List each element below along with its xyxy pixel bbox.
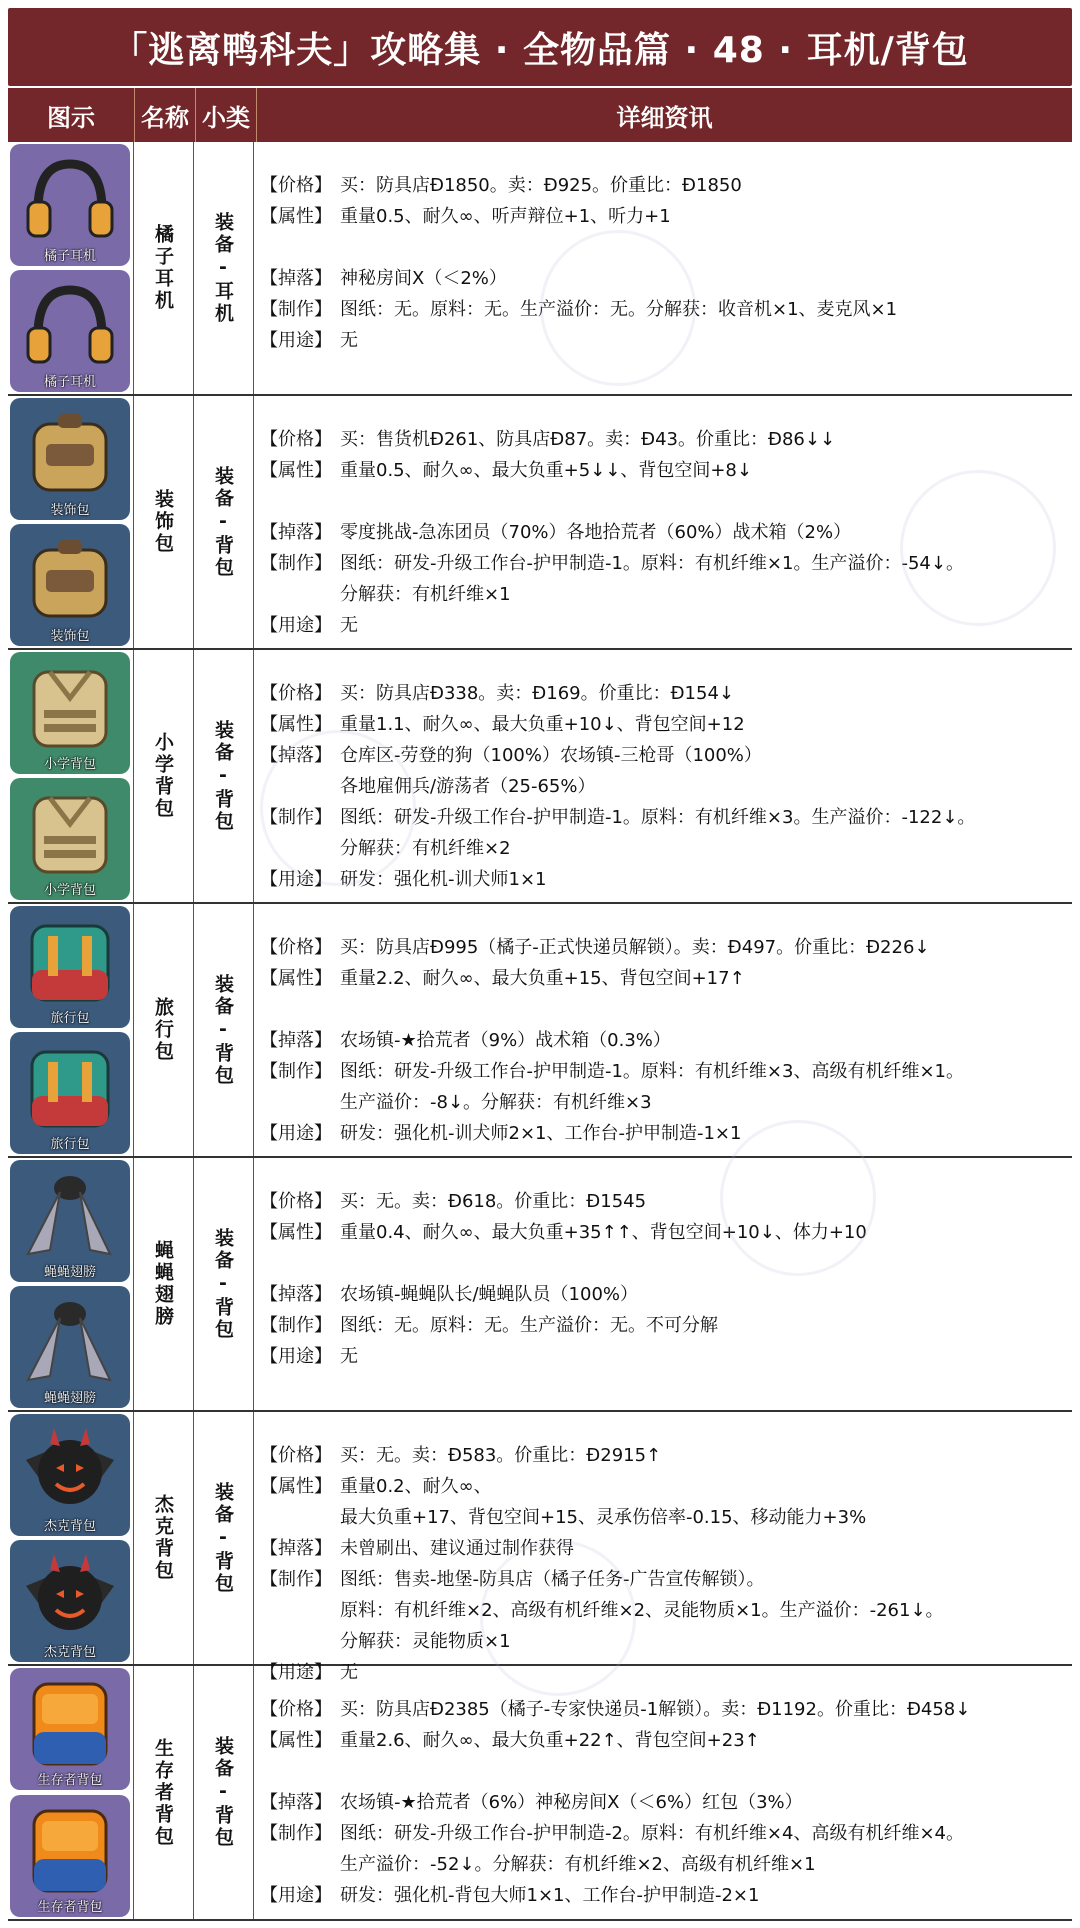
- detail-text: 神秘房间X（＜2%）: [340, 268, 507, 289]
- detail-tag: 【用途】: [260, 1346, 332, 1367]
- detail-text: 生产溢价：-8↓。分解获：有机纤维×3: [340, 1092, 652, 1113]
- detail-tag: [260, 771, 340, 802]
- detail-text: 重量2.6、耐久∞、最大负重+22↑、背包空间+23↑: [340, 1730, 760, 1751]
- detail-line: [260, 1694, 1066, 1725]
- detail-line: [260, 201, 1066, 232]
- detail-tag: 【制作】: [260, 299, 332, 320]
- detail-tag: 【价格】: [260, 683, 332, 704]
- detail-tag: 【用途】: [260, 1885, 332, 1906]
- detail-text: 原料：有机纤维×2、高级有机纤维×2、灵能物质×1。生产溢价：-261↓。: [340, 1600, 944, 1621]
- detail-line: [260, 1626, 1066, 1657]
- detail-line: [260, 1564, 1066, 1595]
- detail-line: [260, 1341, 1066, 1372]
- detail-text: 分解获：有机纤维×2: [340, 838, 511, 859]
- detail-text: 买：防具店Đ2385（橘子-专家快递员-1解锁）。卖：Đ1192。价重比：Đ458↓: [340, 1699, 971, 1720]
- detail-tag: 【制作】: [260, 1061, 332, 1082]
- detail-line: [260, 1471, 1066, 1502]
- item-details: [254, 1412, 1072, 1683]
- detail-text: 图纸：研发-升级工作台-护甲制造-1。原料：有机纤维×1。生产溢价：-54↓。: [340, 553, 964, 574]
- detail-line: [260, 1025, 1066, 1056]
- item-image-caption: 装饰包: [50, 503, 90, 518]
- item-type-cell: [194, 1158, 254, 1410]
- item-image-caption: 杰克背包: [43, 1645, 96, 1660]
- item-image-caption: 生存者背包: [37, 1900, 103, 1915]
- detail-tag: [260, 1087, 340, 1118]
- detail-tag: 【制作】: [260, 1823, 332, 1844]
- detail-tag: 【价格】: [260, 937, 332, 958]
- detail-line: [260, 678, 1066, 709]
- detail-text: 买：防具店Đ1850。卖：Đ925。价重比：Đ1850: [340, 175, 742, 196]
- detail-spacer: [260, 1248, 1066, 1279]
- detail-line: [260, 263, 1066, 294]
- detail-spacer: [260, 994, 1066, 1025]
- detail-text: 图纸：售卖-地堡-防具店（橘子任务-广告宣传解锁）。: [340, 1569, 765, 1590]
- item-type: 装备-背包: [212, 1481, 234, 1595]
- table-row: [8, 904, 1072, 1158]
- item-details: [254, 904, 1072, 1156]
- detail-line: [260, 579, 1066, 610]
- detail-tag: 【用途】: [260, 869, 332, 890]
- detail-line: [260, 1217, 1066, 1248]
- detail-text: 未曾刷出、建议通过制作获得: [340, 1538, 574, 1559]
- detail-text: 无: [340, 330, 358, 351]
- fly-wings-icon: [10, 1286, 130, 1408]
- detail-line: [260, 1849, 1066, 1880]
- detail-tag: 【掉落】: [260, 268, 332, 289]
- item-image-caption: 生存者背包: [37, 1773, 103, 1788]
- detail-line: [260, 864, 1066, 895]
- item-name: 小学背包: [152, 732, 174, 820]
- detail-tag: 【掉落】: [260, 522, 332, 543]
- headphones-icon: [10, 144, 130, 266]
- item-type-cell: [194, 142, 254, 394]
- detail-line: [260, 1502, 1066, 1533]
- pumpkin-bat-backpack-icon: [10, 1540, 130, 1662]
- item-image-cell: [8, 1412, 134, 1664]
- item-image-caption: 橘子耳机: [43, 375, 96, 390]
- item-details: [254, 142, 1072, 394]
- item-name: 旅行包: [152, 997, 174, 1063]
- table-row: [8, 1666, 1072, 1921]
- item-image-cell: [8, 1158, 134, 1410]
- detail-tag: 【属性】: [260, 1730, 332, 1751]
- table-row: [8, 650, 1072, 904]
- detail-line: [260, 517, 1066, 548]
- item-image-caption: 杰克背包: [43, 1519, 96, 1534]
- detail-text: 重量0.5、耐久∞、最大负重+5↓↓、背包空间+8↓: [340, 460, 752, 481]
- item-details: [254, 1158, 1072, 1410]
- detail-text: 买：防具店Đ338。卖：Đ169。价重比：Đ154↓: [340, 683, 734, 704]
- table-row: [8, 1158, 1072, 1412]
- detail-text: 农场镇-★拾荒者（6%）神秘房间X（＜6%）红包（3%）: [340, 1792, 803, 1813]
- detail-line: [260, 548, 1066, 579]
- detail-text: 生产溢价：-52↓。分解获：有机纤维×2、高级有机纤维×1: [340, 1854, 816, 1875]
- detail-text: 研发：强化机-背包大师1×1、工作台-护甲制造-2×1: [340, 1885, 760, 1906]
- item-name: 杰克背包: [152, 1494, 174, 1582]
- detail-line: [260, 294, 1066, 325]
- table-row: [8, 1412, 1072, 1683]
- item-type-cell: [194, 650, 254, 902]
- survivor-backpack-icon: [10, 1795, 130, 1917]
- item-image-caption: 装饰包: [50, 629, 90, 644]
- detail-tag: 【用途】: [260, 1662, 332, 1683]
- detail-line: [260, 1818, 1066, 1849]
- item-table: [8, 142, 1072, 1921]
- detail-tag: 【制作】: [260, 1569, 332, 1590]
- school-backpack-icon: [10, 652, 130, 774]
- detail-text: 各地雇佣兵/游荡者（25-65%）: [340, 776, 596, 797]
- detail-text: 分解获：有机纤维×1: [340, 584, 511, 605]
- table-header: [8, 88, 1072, 142]
- item-name-cell: [134, 1412, 194, 1664]
- detail-text: 研发：强化机-训犬师1×1: [340, 869, 547, 890]
- item-name-cell: [134, 1158, 194, 1410]
- item-name-cell: [134, 396, 194, 648]
- detail-tag: 【制作】: [260, 1315, 332, 1336]
- detail-tag: 【属性】: [260, 1476, 332, 1497]
- detail-line: [260, 1056, 1066, 1087]
- item-name: 生存者背包: [152, 1737, 174, 1848]
- detail-line: [260, 1118, 1066, 1149]
- detail-text: 重量1.1、耐久∞、最大负重+10↓、背包空间+12: [340, 714, 745, 735]
- school-backpack-icon: [10, 778, 130, 900]
- header-name: 名称: [135, 88, 196, 142]
- detail-line: [260, 1880, 1066, 1911]
- detail-text: 买：无。卖：Đ583。价重比：Đ2915↑: [340, 1445, 662, 1466]
- detail-line: [260, 1725, 1066, 1756]
- detail-text: 图纸：研发-升级工作台-护甲制造-2。原料：有机纤维×4、高级有机纤维×4。: [340, 1823, 965, 1844]
- item-image-caption: 蝇蝇翅膀: [43, 1265, 96, 1280]
- item-details: [254, 396, 1072, 648]
- item-name: 蝇蝇翅膀: [152, 1240, 174, 1328]
- item-type-cell: [194, 1412, 254, 1664]
- detail-text: 买：防具店Đ995（橘子-正式快递员解锁）。卖：Đ497。价重比：Đ226↓: [340, 937, 930, 958]
- travel-backpack-icon: [10, 906, 130, 1028]
- detail-tag: 【价格】: [260, 175, 332, 196]
- item-details: [254, 1666, 1072, 1919]
- item-type: 装备-耳机: [212, 211, 234, 325]
- satchel-icon: [10, 398, 130, 520]
- item-name: 橘子耳机: [152, 224, 174, 312]
- detail-text: 最大负重+17、背包空间+15、灵承伤倍率-0.15、移动能力+3%: [340, 1507, 867, 1528]
- detail-text: 图纸：无。原料：无。生产溢价：无。不可分解: [340, 1315, 718, 1336]
- detail-line: [260, 802, 1066, 833]
- detail-line: [260, 963, 1066, 994]
- detail-tag: [260, 579, 340, 610]
- detail-text: 图纸：研发-升级工作台-护甲制造-1。原料：有机纤维×3、高级有机纤维×1。: [340, 1061, 965, 1082]
- detail-spacer: [260, 486, 1066, 517]
- detail-text: 零度挑战-急冻团员（70%）各地拾荒者（60%）战术箱（2%）: [340, 522, 852, 543]
- detail-text: 无: [340, 1346, 358, 1367]
- item-image-cell: [8, 904, 134, 1156]
- headphones-icon: [10, 270, 130, 392]
- detail-text: 无: [340, 615, 358, 636]
- travel-backpack-icon: [10, 1032, 130, 1154]
- detail-line: [260, 455, 1066, 486]
- detail-text: 重量0.2、耐久∞、: [340, 1476, 492, 1497]
- item-image-cell: [8, 142, 134, 394]
- detail-tag: 【掉落】: [260, 1030, 332, 1051]
- item-type: 装备-背包: [212, 1736, 234, 1849]
- header-image: 图示: [8, 88, 135, 142]
- item-type: 装备-背包: [212, 719, 234, 833]
- item-image-cell: [8, 396, 134, 648]
- detail-tag: [260, 1595, 340, 1626]
- detail-line: [260, 932, 1066, 963]
- detail-tag: 【制作】: [260, 807, 332, 828]
- detail-text: 重量2.2、耐久∞、最大负重+15、背包空间+17↑: [340, 968, 745, 989]
- item-name-cell: [134, 142, 194, 394]
- item-image-caption: 蝇蝇翅膀: [43, 1391, 96, 1406]
- detail-text: 分解获：灵能物质×1: [340, 1631, 511, 1652]
- detail-line: [260, 325, 1066, 356]
- detail-line: [260, 1595, 1066, 1626]
- detail-line: [260, 740, 1066, 771]
- detail-tag: [260, 1502, 340, 1533]
- item-image-caption: 橘子耳机: [43, 249, 96, 264]
- detail-text: 图纸：无。原料：无。生产溢价：无。分解获：收音机×1、麦克风×1: [340, 299, 898, 320]
- detail-tag: [260, 833, 340, 864]
- detail-tag: 【属性】: [260, 460, 332, 481]
- detail-tag: 【属性】: [260, 206, 332, 227]
- item-image-caption: 小学背包: [43, 757, 96, 772]
- detail-tag: 【价格】: [260, 1699, 332, 1720]
- detail-line: [260, 1087, 1066, 1118]
- item-details: [254, 650, 1072, 902]
- detail-text: 仓库区-劳登的狗（100%）农场镇-三枪哥（100%）: [340, 745, 762, 766]
- detail-text: 重量0.5、耐久∞、听声辩位+1、听力+1: [340, 206, 671, 227]
- detail-tag: 【属性】: [260, 714, 332, 735]
- detail-line: [260, 1186, 1066, 1217]
- detail-tag: 【用途】: [260, 1123, 332, 1144]
- item-name-cell: [134, 650, 194, 902]
- item-image-caption: 旅行包: [50, 1137, 90, 1152]
- item-name-cell: [134, 1666, 194, 1919]
- detail-line: [260, 1279, 1066, 1310]
- detail-line: [260, 1533, 1066, 1564]
- item-image-cell: [8, 650, 134, 902]
- detail-tag: 【制作】: [260, 553, 332, 574]
- detail-line: [260, 833, 1066, 864]
- detail-text: 研发：强化机-训犬师2×1、工作台-护甲制造-1×1: [340, 1123, 742, 1144]
- item-image-cell: [8, 1666, 134, 1919]
- detail-tag: 【价格】: [260, 1445, 332, 1466]
- detail-tag: 【用途】: [260, 615, 332, 636]
- item-type: 装备-背包: [212, 1227, 234, 1341]
- detail-line: [260, 771, 1066, 802]
- detail-tag: 【价格】: [260, 1191, 332, 1212]
- table-row: [8, 142, 1072, 396]
- detail-text: 无: [340, 1662, 358, 1683]
- item-type-cell: [194, 396, 254, 648]
- detail-tag: 【属性】: [260, 1222, 332, 1243]
- detail-text: 图纸：研发-升级工作台-护甲制造-1。原料：有机纤维×3。生产溢价：-122↓。: [340, 807, 976, 828]
- table-row: [8, 396, 1072, 650]
- detail-line: [260, 610, 1066, 641]
- detail-tag: [260, 1626, 340, 1657]
- detail-text: 重量0.4、耐久∞、最大负重+35↑↑、背包空间+10↓、体力+10: [340, 1222, 867, 1243]
- detail-tag: 【掉落】: [260, 745, 332, 766]
- item-type: 装备-背包: [212, 973, 234, 1087]
- detail-line: [260, 1310, 1066, 1341]
- header-details: 详细资讯: [616, 103, 713, 132]
- detail-tag: 【价格】: [260, 429, 332, 450]
- detail-line: [260, 1440, 1066, 1471]
- fly-wings-icon: [10, 1160, 130, 1282]
- page-title: 「逃离鸭科夫」攻略集 · 全物品篇 · 48 · 耳机/背包: [8, 8, 1072, 86]
- survivor-backpack-icon: [10, 1668, 130, 1790]
- satchel-icon: [10, 524, 130, 646]
- item-name: 装饰包: [152, 489, 174, 555]
- detail-text: 农场镇-蝇蝇队长/蝇蝇队员（100%）: [340, 1284, 639, 1305]
- detail-text: 买：无。卖：Đ618。价重比：Đ1545: [340, 1191, 647, 1212]
- item-type-cell: [194, 904, 254, 1156]
- item-image-caption: 旅行包: [50, 1011, 90, 1026]
- item-type-cell: [194, 1666, 254, 1919]
- detail-tag: 【属性】: [260, 968, 332, 989]
- detail-line: [260, 170, 1066, 201]
- detail-text: 买：售货机Đ261、防具店Đ87。卖：Đ43。价重比：Đ86↓↓: [340, 429, 836, 450]
- detail-spacer: [260, 232, 1066, 263]
- pumpkin-bat-backpack-icon: [10, 1414, 130, 1536]
- detail-tag: [260, 1849, 340, 1880]
- detail-tag: 【掉落】: [260, 1284, 332, 1305]
- detail-tag: 【掉落】: [260, 1792, 332, 1813]
- detail-line: [260, 1787, 1066, 1818]
- detail-text: 农场镇-★拾荒者（9%）战术箱（0.3%）: [340, 1030, 671, 1051]
- item-name-cell: [134, 904, 194, 1156]
- item-image-caption: 小学背包: [43, 883, 96, 898]
- item-type: 装备-背包: [212, 465, 234, 579]
- header-type: 小类: [196, 88, 257, 142]
- detail-spacer: [260, 1756, 1066, 1787]
- detail-tag: 【掉落】: [260, 1538, 332, 1559]
- detail-line: [260, 709, 1066, 740]
- detail-line: [260, 424, 1066, 455]
- detail-tag: 【用途】: [260, 330, 332, 351]
